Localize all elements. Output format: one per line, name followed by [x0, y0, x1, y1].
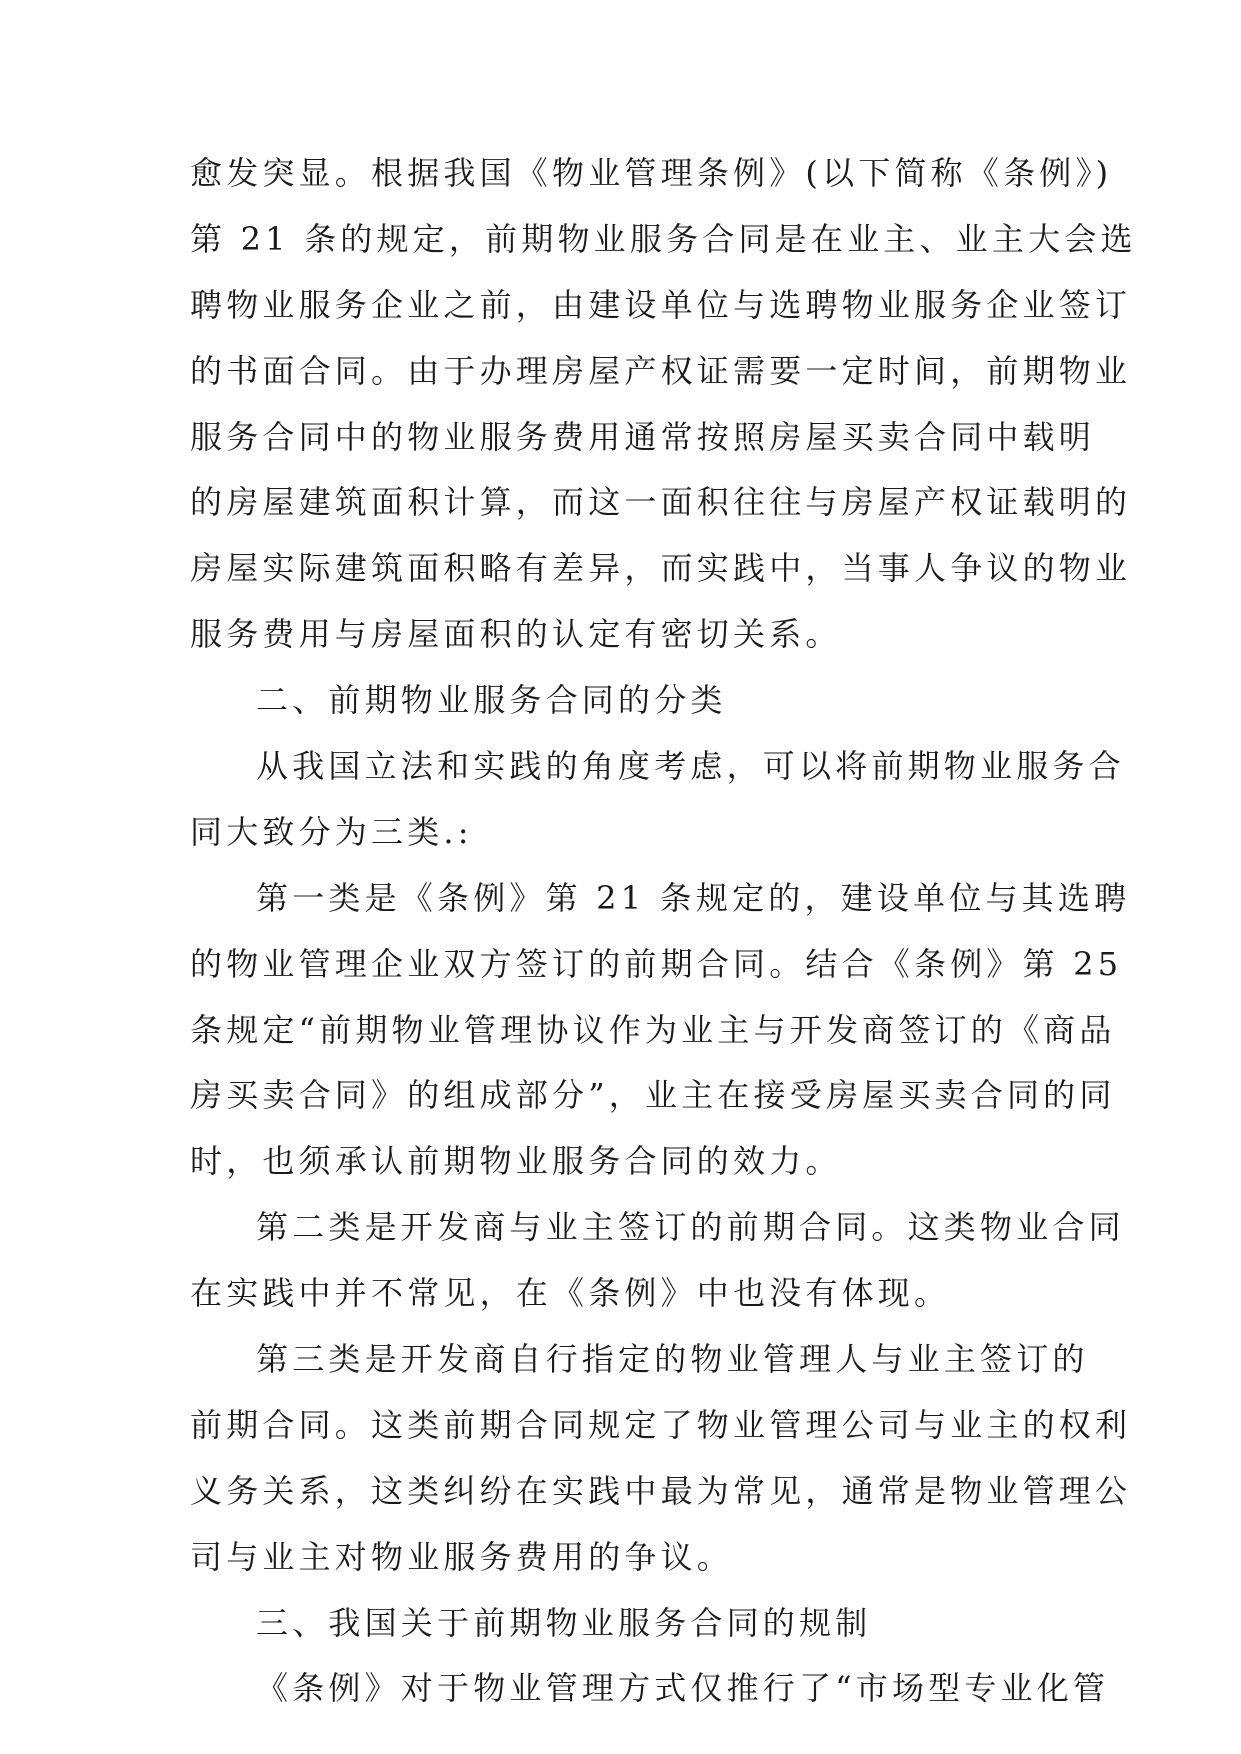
text-line: 第一类是《条例》第 21 条规定的，建设单位与其选聘 [256, 878, 1131, 917]
text-line: 同大致分为三类.: [190, 812, 473, 851]
section-heading: 三、我国关于前期物业服务合同的规制 [256, 1603, 872, 1642]
text-line: 服务费用与房屋面积的认定有密切关系。 [190, 615, 842, 654]
text-line: 愈发突显。根据我国《物业管理条例》(以下简称《条例》) [190, 154, 1113, 192]
text-line: 第 21 条的规定，前期物业服务合同是在业主、业主大会选 [190, 219, 1137, 258]
text-line: 的房屋建筑面积计算，而这一面积往往与房屋产权证载明的 [190, 483, 1132, 522]
text-line: 条规定“前期物业管理协议作为业主与开发商签订的《商品 [190, 1010, 1116, 1049]
text-line: 前期合同。这类前期合同规定了物业管理公司与业主的权利 [190, 1405, 1132, 1444]
text-line: 《条例》对于物业管理方式仅推行了“市场型专业化管 [256, 1669, 1110, 1708]
body-text [190, 151, 1137, 1732]
text-line: 房屋实际建筑面积略有差异，而实践中，当事人争议的物业 [190, 549, 1132, 588]
text-line: 司与业主对物业服务费用的争议。 [190, 1537, 734, 1576]
text-line: 义务关系，这类纠纷在实践中最为常见，通常是物业管理公 [190, 1471, 1132, 1510]
text-line: 的书面合同。由于办理房屋产权证需要一定时间，前期物业 [190, 351, 1132, 390]
text-line: 在实践中并不常见，在《条例》中也没有体现。 [190, 1274, 951, 1313]
section-heading: 二、前期物业服务合同的分类 [256, 681, 727, 720]
text-line: 从我国立法和实践的角度考虑，可以将前期物业服务合 [256, 747, 1125, 786]
text-line: 的物业管理企业双方签订的前期合同。结合《条例》第 25 [190, 944, 1123, 983]
text-line: 第二类是开发商与业主签订的前期合同。这类物业合同 [256, 1208, 1125, 1247]
text-line: 第三类是开发商自行指定的物业管理人与业主签订的 [256, 1340, 1089, 1379]
text-line: 服务合同中的物业服务费用通常按照房屋买卖合同中载明 [190, 417, 1096, 456]
text-line: 时，也须承认前期物业服务合同的效力。 [190, 1142, 842, 1181]
text-line: 房买卖合同》的组成部分”，业主在接受房屋买卖合同的同 [190, 1076, 1116, 1115]
text-line: 聘物业服务企业之前，由建设单位与选聘物业服务企业签订 [190, 285, 1132, 324]
